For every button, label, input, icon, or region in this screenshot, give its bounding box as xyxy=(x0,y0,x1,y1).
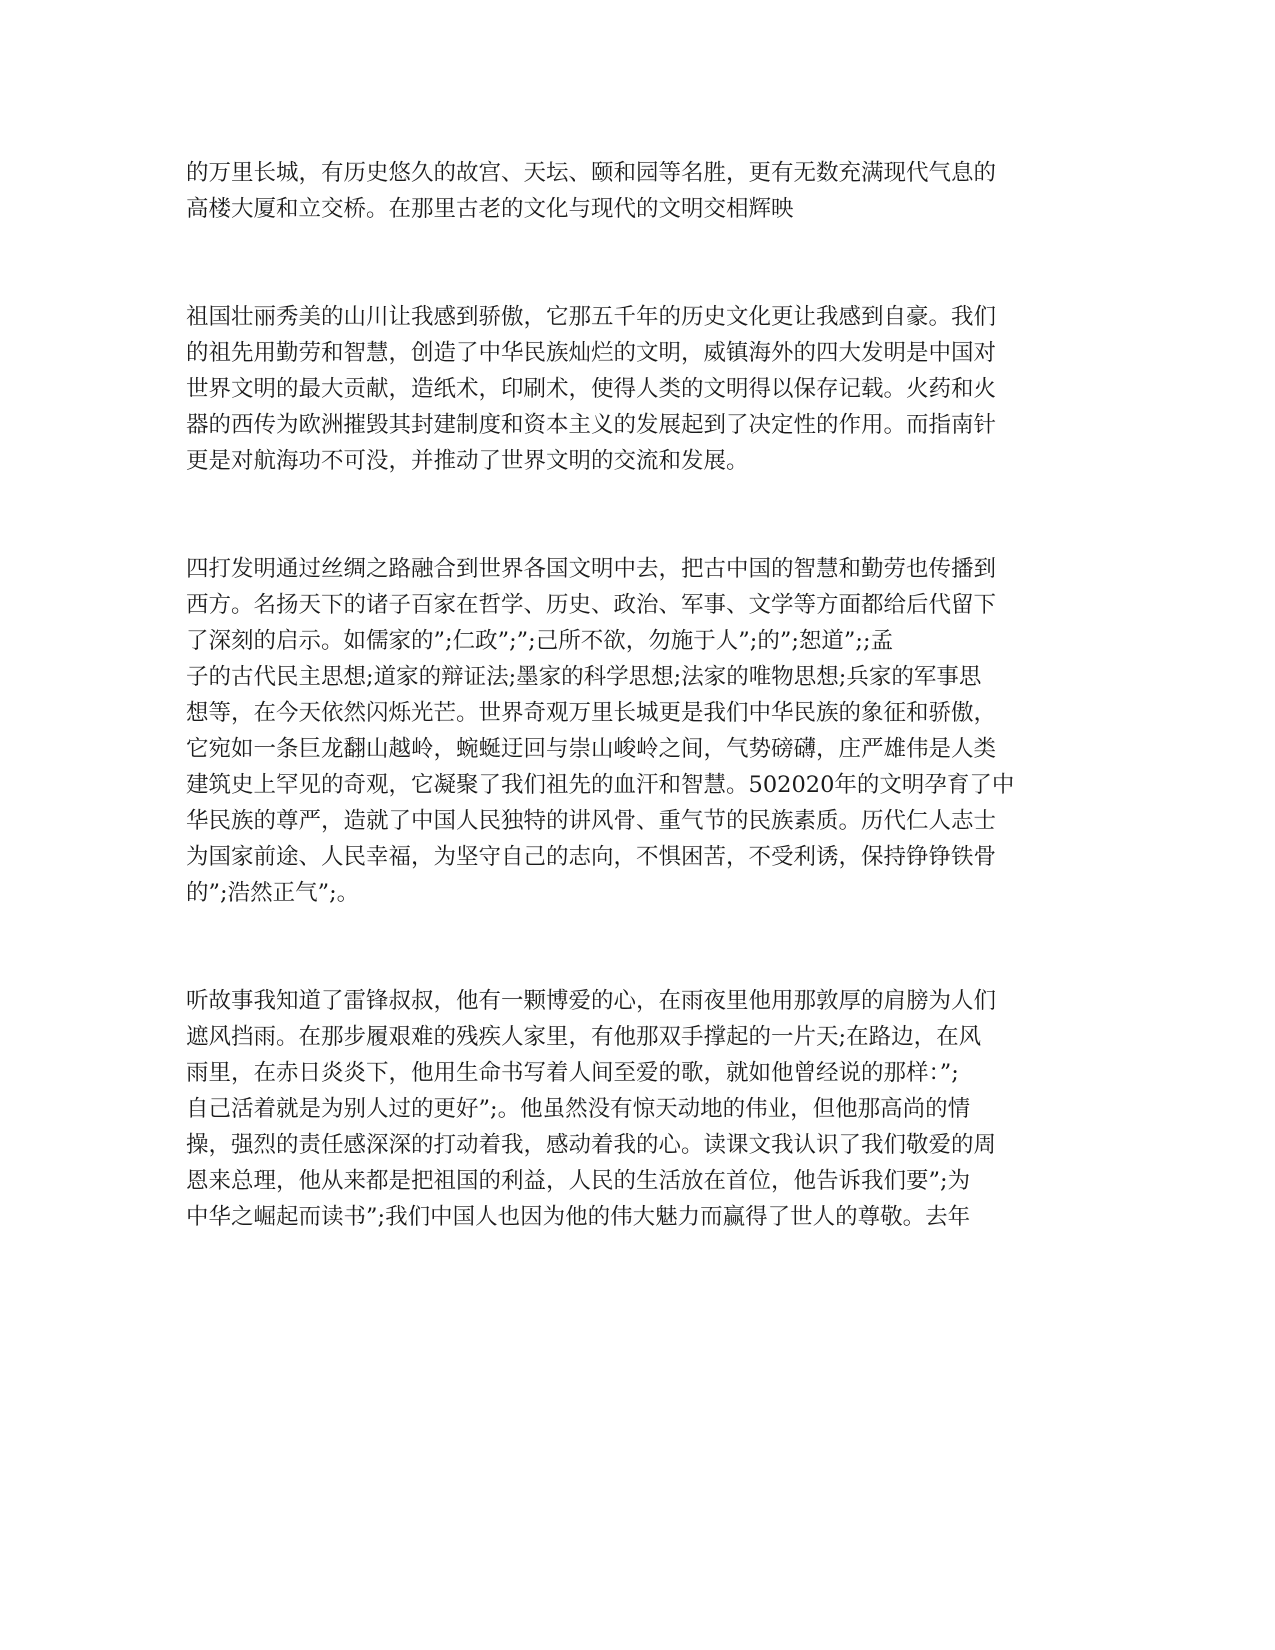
text-line: 为国家前途、人民幸福，为坚守自己的志向，不惧困苦，不受利诱，保持铮铮铁骨 xyxy=(186,844,997,870)
paragraph-4 xyxy=(186,983,1086,1235)
text-line: 的”;浩然正气”;。 xyxy=(186,880,360,906)
document-page xyxy=(186,155,1086,1235)
text-line: 它宛如一条巨龙翻山越岭，蜿蜒迂回与崇山峻岭之间，气势磅礴，庄严雄伟是人类 xyxy=(186,736,997,762)
text-line: 雨里，在赤日炎炎下，他用生命书写着人间至爱的歌，就如他曾经说的那样：”; xyxy=(186,1060,959,1086)
text-line: 遮风挡雨。在那步履艰难的残疾人家里，有他那双手撑起的一片天;在路边，在风 xyxy=(186,1024,982,1050)
paragraph-gap xyxy=(186,479,1086,551)
text-line: 中华之崛起而读书”;我们中国人也因为他的伟大魅力而赢得了世人的尊敬。去年 xyxy=(186,1204,971,1230)
text-line: 了深刻的启示。如儒家的”;仁政”;”;己所不欲，勿施于人”;的”;恕道”;;孟 xyxy=(186,628,894,654)
paragraph-3 xyxy=(186,551,1086,911)
text-line: 西方。名扬天下的诸子百家在哲学、历史、政治、军事、文学等方面都给后代留下 xyxy=(186,592,997,618)
text-line: 建筑史上罕见的奇观，它凝聚了我们祖先的血汗和智慧。502020年的文明孕育了中 xyxy=(186,772,1015,798)
text-line: 子的古代民主思想;道家的辩证法;墨家的科学思想;法家的唯物思想;兵家的军事思 xyxy=(186,664,982,690)
text-line: 恩来总理，他从来都是把祖国的利益，人民的生活放在首位，他告诉我们要”;为 xyxy=(186,1168,971,1194)
text-line: 听故事我知道了雷锋叔叔，他有一颗博爱的心，在雨夜里他用那敦厚的肩膀为人们 xyxy=(186,988,997,1014)
text-line: 四打发明通过丝绸之路融合到世界各国文明中去，把古中国的智慧和勤劳也传播到 xyxy=(186,556,997,582)
text-line: 自己活着就是为别人过的更好”;。他虽然没有惊天动地的伟业，但他那高尚的情 xyxy=(186,1096,971,1122)
paragraph-2 xyxy=(186,299,1086,479)
text-line: 操，强烈的责任感深深的打动着我，感动着我的心。读课文我认识了我们敬爱的周 xyxy=(186,1132,997,1158)
text-line: 祖国壮丽秀美的山川让我感到骄傲，它那五千年的历史文化更让我感到自豪。我们 xyxy=(186,304,997,330)
paragraph-1 xyxy=(186,155,1086,227)
text-line: 器的西传为欧洲摧毁其封建制度和资本主义的发展起到了决定性的作用。而指南针 xyxy=(186,412,997,438)
text-line: 高楼大厦和立交桥。在那里古老的文化与现代的文明交相辉映 xyxy=(186,196,794,222)
text-line: 更是对航海功不可没，并推动了世界文明的交流和发展。 xyxy=(186,448,749,474)
text-line: 想等，在今天依然闪烁光芒。世界奇观万里长城更是我们中华民族的象征和骄傲， xyxy=(186,700,997,726)
paragraph-gap xyxy=(186,227,1086,299)
text-line: 的万里长城，有历史悠久的故宫、天坛、颐和园等名胜，更有无数充满现代气息的 xyxy=(186,160,997,186)
text-line: 世界文明的最大贡献，造纸术，印刷术，使得人类的文明得以保存记载。火药和火 xyxy=(186,376,997,402)
text-line: 华民族的尊严，造就了中国人民独特的讲风骨、重气节的民族素质。历代仁人志士 xyxy=(186,808,997,834)
text-line: 的祖先用勤劳和智慧，创造了中华民族灿烂的文明，威镇海外的四大发明是中国对 xyxy=(186,340,997,366)
paragraph-gap xyxy=(186,911,1086,983)
